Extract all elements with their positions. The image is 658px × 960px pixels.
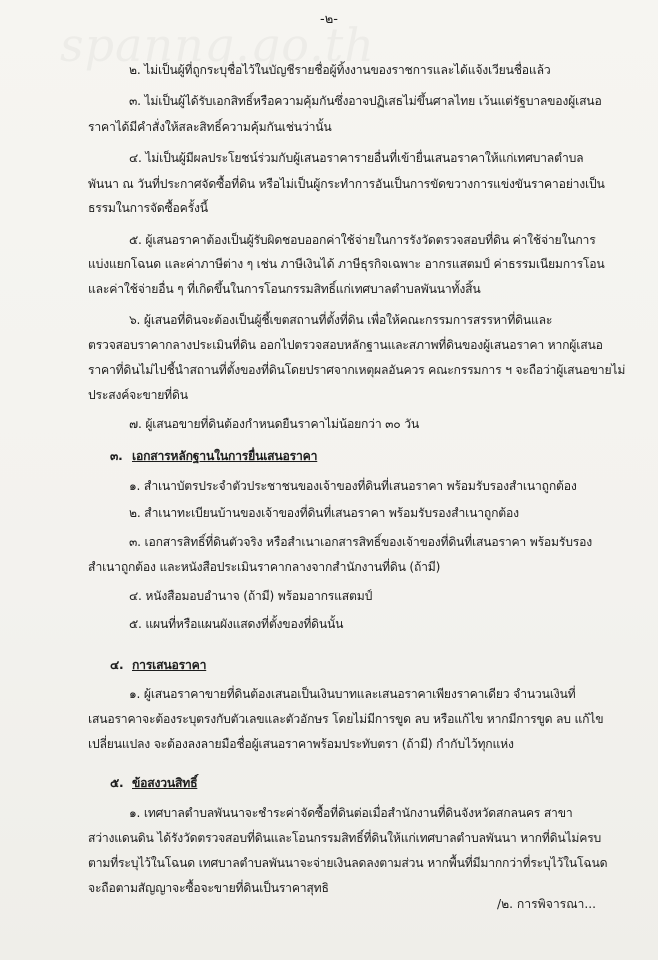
section-5-heading: ข้อสงวนสิทธิ์ (132, 776, 198, 790)
qualification-item-6: ๖. ผู้เสนอที่ดินจะต้องเป็นผู้ชี้เขตสถานที่ตั้งที่ดิน เพื่อให้คณะกรรมการสรรหาที่ดินและ (129, 313, 553, 327)
qualification-item-5: ๕. ผู้เสนอราคาต้องเป็นผู้รับผิดชอบออกค่าใช้จ่ายในการรังวัดตรวจสอบที่ดิน ค่าใช้จ่ายในการ (129, 233, 596, 247)
continuation-footer: /๒. การพิจารณา... (497, 897, 596, 911)
qualification-item-5-cont-2: และค่าใช้จ่ายอื่น ๆ ที่เกิดขึ้นในการโอนกรรมสิทธิ์แก่เทศบาลตำบลพันนาทั้งสิ้น (88, 282, 481, 296)
section-4-heading: การเสนอราคา (132, 658, 207, 672)
qualification-item-5-cont-1: แบ่งแยกโฉนด และค่าภาษีต่าง ๆ เช่น ภาษีเงินได้ ภาษีธุรกิจเฉพาะ อากรแสตมป์ ค่าธรรมเนียมการโอน (88, 257, 605, 271)
qualification-item-4-cont-1: พันนา ณ วันที่ประกาศจัดซื้อที่ดิน หรือไม่เป็นผู้กระทำการอันเป็นการขัดขวางการแข่งขันราคาอย่างเป็น (88, 177, 605, 191)
reservation-item-1: ๑. เทศบาลตำบลพันนาจะชำระค่าจัดซื้อที่ดินต่อเมื่อสำนักงานที่ดินจังหวัดสกลนคร สาขา (129, 806, 573, 820)
section-3-heading: เอกสารหลักฐานในการยื่นเสนอราคา (132, 449, 318, 463)
reservation-item-1-cont-1: สว่างแดนดิน ได้รังวัดตรวจสอบที่ดินและโอนกรรมสิทธิ์ที่ดินให้แก่เทศบาลตำบลพันนา หากที่ดินไม่ครบ (88, 831, 602, 845)
qualification-item-4-cont-2: ธรรมในการจัดซื้อครั้งนี้ (88, 201, 208, 215)
section-5-number: ๕. (110, 776, 124, 790)
qualification-item-3-cont: ราคาได้มีคำสั่งให้สละสิทธิ์ความคุ้มกันเช่นว่านั้น (88, 120, 332, 134)
document-item-1: ๑. สำเนาบัตรประจำตัวประชาชนของเจ้าของที่ดินที่เสนอราคา พร้อมรับรองสำเนาถูกต้อง (129, 479, 577, 493)
reservation-item-1-cont-3: จะถือตามสัญญาจะซื้อจะขายที่ดินเป็นราคาสุทธิ (88, 881, 329, 895)
pricing-item-1: ๑. ผู้เสนอราคาขายที่ดินต้องเสนอเป็นเงินบาทและเสนอราคาเพียงราคาเดียว จำนวนเงินที่ (129, 687, 576, 701)
pricing-item-1-cont-2: เปลี่ยนแปลง จะต้องลงลายมือชื่อผู้เสนอราคาพร้อมประทับตรา (ถ้ามี) กำกับไว้ทุกแห่ง (88, 737, 514, 751)
document-item-5: ๕. แผนที่หรือแผนผังแสดงที่ตั้งของที่ดินนั้น (129, 617, 344, 631)
reservation-item-1-cont-2: ตามที่ระบุไว้ในโฉนด เทศบาลตำบลพันนาจะจ่ายเงินลดลงตามส่วน หากพื้นที่มีมากกว่าที่ระบุไว้ในโฉนด (88, 856, 608, 870)
qualification-item-7: ๗. ผู้เสนอขายที่ดินต้องกำหนดยืนราคาไม่น้อยกว่า ๓๐ วัน (129, 417, 419, 431)
qualification-item-6-cont-1: ตรวจสอบราคากลางประเมินที่ดิน ออกไปตรวจสอบหลักฐานและสภาพที่ดินของผู้เสนอราคา หากผู้เสนอ (88, 338, 603, 352)
section-4-number: ๔. (110, 658, 124, 672)
document-item-4: ๔. หนังสือมอบอำนาจ (ถ้ามี) พร้อมอากรแสตมป์ (129, 589, 373, 603)
qualification-item-6-cont-3: ประสงค์จะขายที่ดิน (88, 388, 188, 402)
qualification-item-2: ๒. ไม่เป็นผู้ที่ถูกระบุชื่อไว้ในบัญชีรายชื่อผู้ทิ้งงานของราชการและได้แจ้งเวียนชื่อแล้ว (129, 63, 551, 77)
qualification-item-3: ๓. ไม่เป็นผู้ได้รับเอกสิทธิ์หรือความคุ้มกันซึ่งอาจปฏิเสธไม่ขึ้นศาลไทย เว้นแต่รัฐบาลของผู้เสนอ (129, 94, 602, 108)
qualification-item-4: ๔. ไม่เป็นผู้มีผลประโยชน์ร่วมกับผู้เสนอราคารายอื่นที่เข้ายื่นเสนอราคาให้แก่เทศบาลตำบล (129, 151, 584, 165)
page-number: -๒- (320, 12, 338, 27)
document-item-3-cont: สำเนาถูกต้อง และหนังสือประเมินราคากลางจากสำนักงานที่ดิน (ถ้ามี) (88, 560, 441, 574)
qualification-item-6-cont-2: ราคาที่ดินไม่ไปชี้นำสถานที่ตั้งของที่ดินโดยปราศจากเหตุผลอันควร คณะกรรมการ ฯ จะถือว่าผู้เสนอขายไม่ (88, 363, 626, 377)
document-item-2: ๒. สำเนาทะเบียนบ้านของเจ้าของที่ดินที่เสนอราคา พร้อมรับรองสำเนาถูกต้อง (129, 506, 519, 520)
section-3-number: ๓. (110, 449, 123, 463)
pricing-item-1-cont-1: เสนอราคาจะต้องระบุตรงกับตัวเลขและตัวอักษร โดยไม่มีการขูด ลบ หรือแก้ไข หากมีการขูด ลบ แก้ไข (88, 712, 604, 726)
document-item-3: ๓. เอกสารสิทธิ์ที่ดินตัวจริง หรือสำเนาเอกสารสิทธิ์ของเจ้าของที่ดินที่เสนอราคา พร้อมรับรอง (129, 535, 592, 549)
